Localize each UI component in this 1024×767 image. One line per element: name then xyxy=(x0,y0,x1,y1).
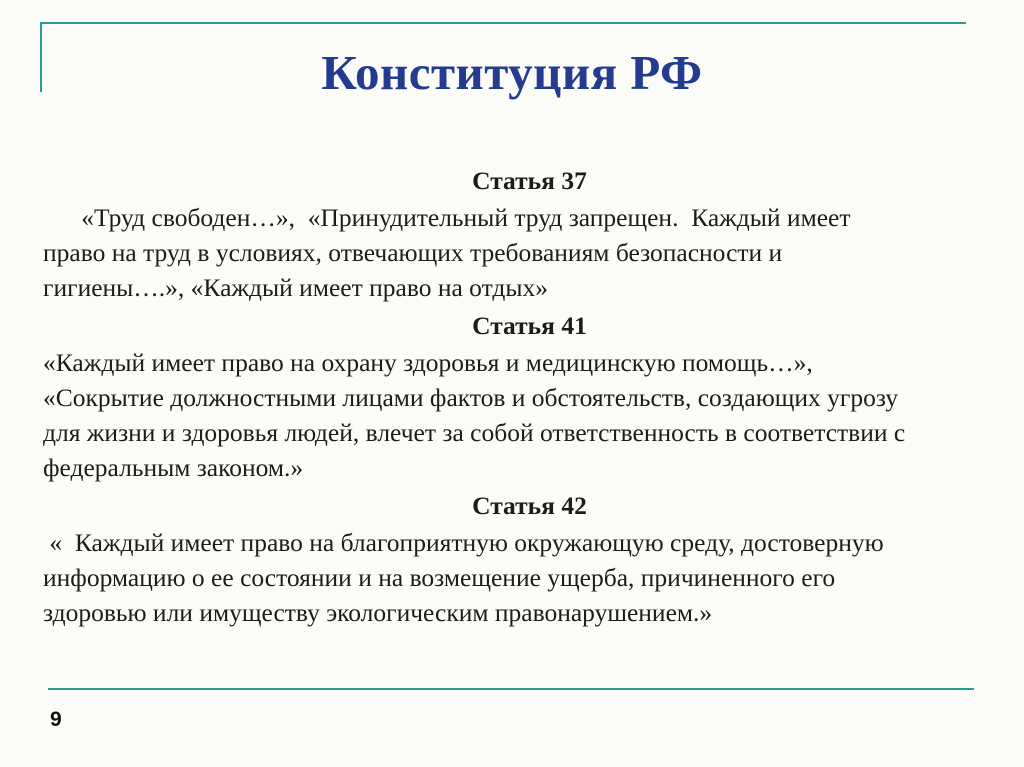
text-line: здоровью или имуществу экологическим правонарушением.» xyxy=(43,598,713,627)
slide-body xyxy=(43,162,1016,632)
page-number: 9 xyxy=(50,708,62,731)
article-text xyxy=(43,200,1016,305)
text-line: «Труд свободен…», «Принудительный труд запрещен. Каждый имеет xyxy=(43,203,851,232)
text-line: «Каждый имеет право на охрану здоровья и медицинскую помощь…», xyxy=(43,348,813,377)
text-line: «Сокрытие должностными лицами фактов и обстоятельств, создающих угрозу xyxy=(43,383,899,412)
article-text xyxy=(43,345,1016,485)
article-heading: Статья 41 xyxy=(472,311,587,340)
text-line: гигиены….», «Каждый имеет право на отдых» xyxy=(43,273,548,302)
text-line: информацию о ее состоянии и на возмещение ущерба, причиненного его xyxy=(43,563,836,592)
article-heading: Статья 37 xyxy=(472,166,587,195)
text-line: право на труд в условиях, отвечающих требованиям безопасности и xyxy=(43,238,783,267)
text-line: федеральным законом.» xyxy=(43,453,304,482)
article-heading: Статья 42 xyxy=(472,491,587,520)
bottom-divider-line xyxy=(48,688,974,690)
text-line: для жизни и здоровья людей, влечет за собой ответственность в соответствии с xyxy=(43,418,906,447)
article-41 xyxy=(43,307,1016,485)
article-42 xyxy=(43,487,1016,630)
top-divider-line xyxy=(40,22,966,24)
article-text xyxy=(43,525,1016,630)
slide-title: Конституция РФ xyxy=(321,45,703,100)
article-37 xyxy=(43,162,1016,305)
text-line: « Каждый имеет право на благоприятную окружающую среду, достоверную xyxy=(43,528,884,557)
